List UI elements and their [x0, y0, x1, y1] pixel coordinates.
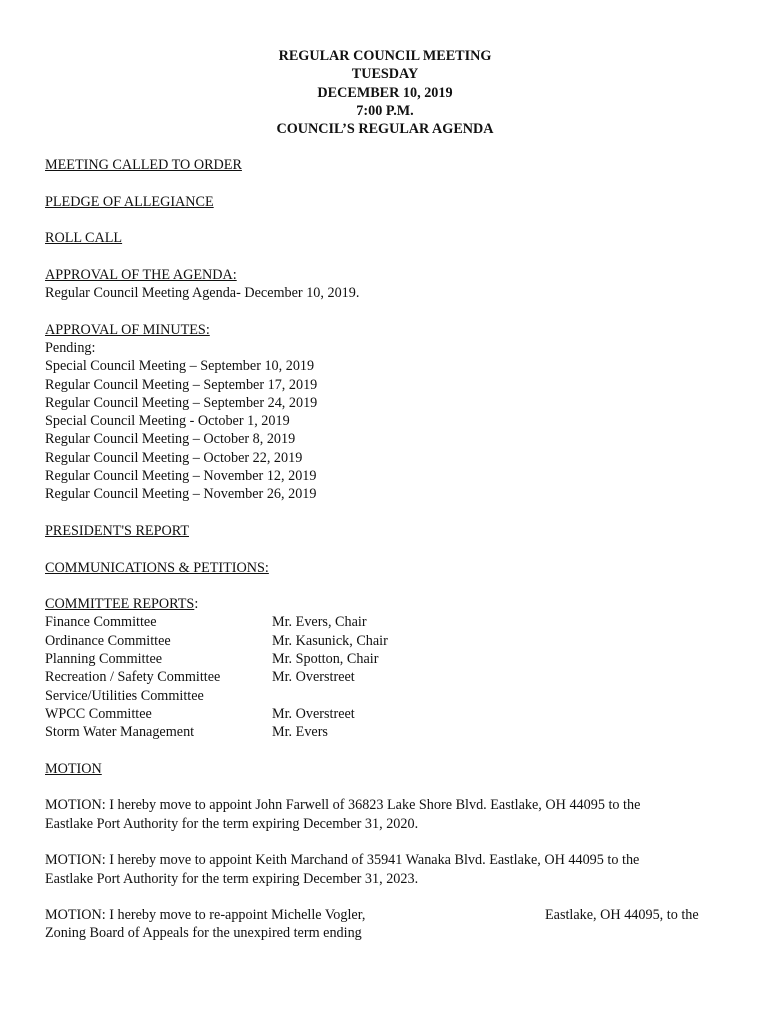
motion-paragraph	[45, 796, 725, 833]
agenda-header	[0, 47, 770, 138]
committee-name: WPCC Committee	[45, 705, 152, 722]
motion-line: MOTION: I hereby move to appoint John Farwell of 36823 Lake Shore Blvd. Eastlake, OH 44095 to the	[45, 797, 641, 814]
committee-chair: Mr. Overstreet	[272, 669, 355, 686]
committee-reports-colon: :	[194, 596, 199, 613]
pledge-heading: PLEDGE OF ALLEGIANCE	[45, 193, 214, 210]
minutes-approval-heading: APPROVAL OF MINUTES:	[45, 321, 210, 338]
committee-name: Finance Committee	[45, 614, 157, 631]
committee-chair: Mr. Overstreet	[272, 705, 355, 722]
agenda-body	[45, 156, 725, 961]
presidents-report-heading: PRESIDENT'S REPORT	[45, 522, 189, 539]
minutes-item: Pending:	[45, 339, 96, 356]
minutes-approval-section	[45, 321, 725, 504]
committee-row	[45, 632, 725, 650]
committee-row	[45, 723, 725, 741]
committee-reports-section	[45, 595, 725, 741]
committee-row	[45, 668, 725, 686]
motion-line-right: Eastlake, OH 44095, to the	[545, 907, 699, 924]
meeting-date: DECEMBER 10, 2019	[317, 84, 453, 101]
committee-row	[45, 650, 725, 668]
motion-line: MOTION: I hereby move to appoint Keith Marchand of 35941 Wanaka Blvd. Eastlake, OH 44095 to the	[45, 852, 640, 869]
committee-name: Planning Committee	[45, 651, 163, 668]
minutes-item: Regular Council Meeting – November 12, 2019	[45, 468, 317, 485]
committee-row	[45, 613, 725, 631]
agenda-approval-item: Regular Council Meeting Agenda- December 10, 2019.	[45, 285, 360, 302]
agenda-approval-section	[45, 266, 725, 303]
committee-row	[45, 705, 725, 723]
motion-line-left: MOTION: I hereby move to re-appoint Michelle Vogler,	[45, 907, 366, 924]
committee-reports-heading-line	[45, 595, 725, 613]
motion-line: Zoning Board of Appeals for the unexpired term ending	[45, 925, 362, 942]
motion-paragraph	[45, 851, 725, 888]
agenda-approval-heading: APPROVAL OF THE AGENDA:	[45, 266, 237, 283]
motion-line	[45, 906, 725, 924]
motion-paragraph	[45, 906, 725, 943]
minutes-item: Regular Council Meeting – October 8, 2019	[45, 431, 296, 448]
committee-chair: Mr. Kasunick, Chair	[272, 632, 388, 649]
meeting-title: REGULAR COUNCIL MEETING	[278, 48, 492, 64]
committee-name: Recreation / Safety Committee	[45, 669, 221, 686]
motion-heading: MOTION	[45, 760, 102, 777]
communications-heading: COMMUNICATIONS & PETITIONS:	[45, 559, 269, 576]
committee-chair	[272, 687, 725, 705]
committee-name: Service/Utilities Committee	[45, 687, 204, 704]
committee-name: Ordinance Committee	[45, 632, 171, 649]
called-to-order-heading: MEETING CALLED TO ORDER	[45, 157, 242, 173]
committee-chair: Mr. Evers, Chair	[272, 614, 367, 631]
minutes-item: Regular Council Meeting – November 26, 2019	[45, 486, 317, 503]
motion-line: Eastlake Port Authority for the term expiring December 31, 2023.	[45, 870, 419, 887]
minutes-item: Regular Council Meeting – September 24, 2019	[45, 394, 318, 411]
committee-name: Storm Water Management	[45, 724, 195, 741]
motion-line: Eastlake Port Authority for the term expiring December 31, 2020.	[45, 815, 419, 832]
agenda-title: COUNCIL’S REGULAR AGENDA	[276, 121, 494, 138]
committee-chair: Mr. Evers	[272, 724, 328, 741]
roll-call-heading: ROLL CALL	[45, 230, 123, 247]
committee-row	[45, 687, 725, 705]
minutes-item: Special Council Meeting - October 1, 2019	[45, 413, 290, 430]
minutes-item: Regular Council Meeting – September 17, 2019	[45, 376, 318, 393]
committee-reports-heading: COMMITTEE REPORTS	[45, 596, 195, 613]
meeting-time: 7:00 P.M.	[356, 102, 414, 119]
minutes-item: Regular Council Meeting – October 22, 2019	[45, 449, 303, 466]
committee-chair: Mr. Spotton, Chair	[272, 651, 379, 668]
minutes-item: Special Council Meeting – September 10, 2019	[45, 358, 315, 375]
meeting-day: TUESDAY	[351, 66, 419, 83]
